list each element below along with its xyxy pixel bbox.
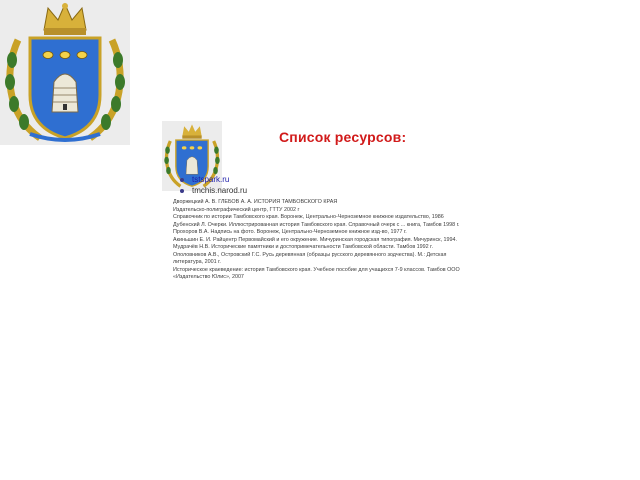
reference-item: Историческое краеведение: история Тамбовского края. Учебное пособие для учащихся 7-9 классов. Тамбов ООО «Издательство Юлис», 2007 <box>173 266 460 280</box>
reference-item: Справочник по истории Тамбовского края. Воронеж, Центрально-Черноземное книжное издательство, 1986 <box>173 214 444 220</box>
resource-link[interactable]: tmchis.narod.ru <box>192 186 248 195</box>
reference-item: Акиньшин Е. И. Райцентр Первомайский и его окружение. Мичуринская городская типография. Мичуринск, 1994. <box>173 236 458 243</box>
resource-link-item <box>180 185 247 196</box>
reference-item: Дворжецкий А. В. ГЛЕБОВ А. А. ИСТОРИЯ ТАМБОВСКОГО КРАЯ <box>173 199 338 205</box>
reference-list <box>173 199 473 282</box>
reference-item: Дубенский Л. Очерки. Иллюстрированная история Тамбовского края. Справочный очерк с ... книга, Тамбов 1998 г. <box>173 221 460 228</box>
resource-links <box>180 174 247 196</box>
reference-item: Мудрачёв Н.В. Исторические памятники и достопримечательности Тамбовской области. Тамбов 1992 г. <box>173 244 433 250</box>
reference-item: Издательско-полиграфический центр, ГТТУ 2002 г <box>173 206 300 213</box>
reference-item: Ополовников А.В., Островский Г.С. Русь деревянная (образцы русского деревянного зодчества). М.: Детская литература, 2001 г. <box>173 251 447 265</box>
resource-list-title: Список ресурсов: <box>279 129 407 145</box>
coat-of-arms-icon <box>0 0 130 145</box>
resource-link-item <box>180 174 247 185</box>
resource-link[interactable]: tstspark.ru <box>192 175 230 184</box>
reference-item: Прохоров В.А. Надпись на фото. Воронеж, Центрально-Черноземное книжное изд-во, 1977 г. <box>173 229 407 235</box>
coat-of-arms-image <box>0 0 130 145</box>
